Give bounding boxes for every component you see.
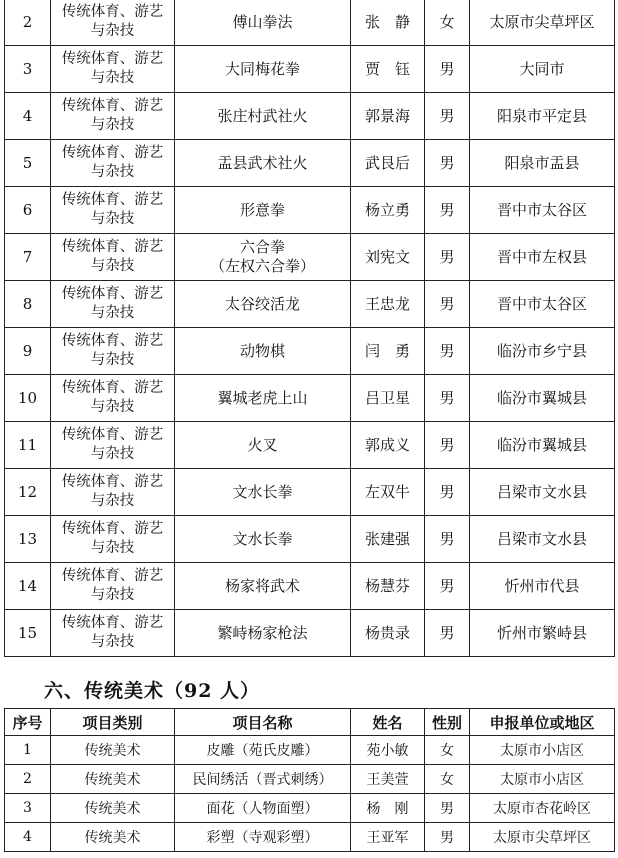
region: 忻州市代县 (470, 563, 615, 610)
project-name-cell (175, 281, 351, 328)
header-region: 申报单位或地区 (470, 709, 615, 736)
project-name-cell (175, 375, 351, 422)
project-name-cell (175, 0, 351, 46)
table-row (5, 610, 615, 657)
table-row (5, 93, 615, 140)
category-line-1: 传统体育、游艺 (61, 51, 164, 67)
category-cell (51, 375, 175, 422)
person-name: 王美萱 (351, 765, 425, 794)
gender: 男 (425, 281, 470, 328)
category-line-2: 与杂技 (90, 493, 135, 509)
person-name: 杨立勇 (351, 187, 425, 234)
table-row (5, 765, 615, 794)
person-name: 郭成义 (351, 422, 425, 469)
table-row (5, 736, 615, 765)
gender: 男 (425, 469, 470, 516)
project-name-cell: 面花（人物面塑） (175, 794, 351, 823)
category-line-2: 与杂技 (90, 352, 135, 368)
row-number: 5 (5, 140, 51, 187)
category-line-1: 传统体育、游艺 (61, 380, 164, 396)
row-number: 9 (5, 328, 51, 375)
project-name-line-1: 盂县武术社火 (217, 153, 308, 172)
region: 太原市小店区 (470, 765, 615, 794)
category-cell (51, 563, 175, 610)
table-row (5, 187, 615, 234)
project-name-cell (175, 422, 351, 469)
table-row (5, 563, 615, 610)
project-name-line-1: 繁峙杨家枪法 (217, 623, 308, 642)
project-name-line-1: 火叉 (247, 435, 278, 454)
table-row (5, 0, 615, 46)
project-name-line-1: 杨家将武术 (224, 576, 300, 595)
category-cell: 传统美术 (51, 794, 175, 823)
category-line-2: 与杂技 (90, 258, 135, 274)
category-line-1: 传统体育、游艺 (61, 286, 164, 302)
row-number: 2 (5, 765, 51, 794)
gender: 男 (425, 563, 470, 610)
gender: 男 (425, 46, 470, 93)
table-header (5, 709, 615, 736)
category-line-2: 与杂技 (90, 211, 135, 227)
gender: 男 (425, 140, 470, 187)
row-number: 10 (5, 375, 51, 422)
project-name-line-1: 太谷绞活龙 (224, 294, 300, 313)
category-line-2: 与杂技 (90, 587, 135, 603)
table-row (5, 234, 615, 281)
project-name-cell (175, 187, 351, 234)
region: 太原市尖草坪区 (470, 0, 615, 46)
project-name-line-1: 形意拳 (239, 200, 285, 219)
project-name-cell (175, 234, 351, 281)
project-name-line-1: 文水长拳 (232, 529, 293, 548)
category-line-1: 传统体育、游艺 (61, 192, 164, 208)
person-name: 闫 勇 (351, 328, 425, 375)
project-name-cell (175, 140, 351, 187)
row-number: 11 (5, 422, 51, 469)
region: 临汾市翼城县 (470, 375, 615, 422)
person-name: 张 静 (351, 0, 425, 46)
category-cell (51, 516, 175, 563)
region: 吕梁市文水县 (470, 516, 615, 563)
project-name-line-1: 大同梅花拳 (224, 59, 300, 78)
category-line-1: 传统体育、游艺 (61, 568, 164, 584)
gender: 男 (425, 375, 470, 422)
row-number: 3 (5, 794, 51, 823)
header-row (5, 709, 615, 736)
project-name-cell (175, 93, 351, 140)
person-name: 武艮后 (351, 140, 425, 187)
category-cell (51, 281, 175, 328)
category-line-1: 传统体育、游艺 (61, 98, 164, 114)
project-name-line-1: 翼城老虎上山 (217, 388, 308, 407)
inheritors-table-fine-arts (4, 708, 615, 852)
person-name: 王亚军 (351, 823, 425, 852)
table-row (5, 281, 615, 328)
row-number: 3 (5, 46, 51, 93)
region: 吕梁市文水县 (470, 469, 615, 516)
region: 太原市小店区 (470, 736, 615, 765)
person-name: 刘宪文 (351, 234, 425, 281)
region: 阳泉市盂县 (470, 140, 615, 187)
gender: 男 (425, 234, 470, 281)
category-line-1: 传统体育、游艺 (61, 4, 164, 20)
project-name-cell (175, 328, 351, 375)
region: 晋中市太谷区 (470, 187, 615, 234)
row-number: 4 (5, 823, 51, 852)
category-cell (51, 328, 175, 375)
header-project-name: 项目名称 (175, 709, 351, 736)
project-name-line-1: 动物棋 (239, 341, 285, 360)
project-name-line-2: （左权六合拳） (209, 257, 315, 275)
project-name-line-1: 张庄村武社火 (217, 106, 308, 125)
category-line-1: 传统体育、游艺 (61, 615, 164, 631)
region: 阳泉市平定县 (470, 93, 615, 140)
gender: 女 (425, 0, 470, 46)
header-num: 序号 (5, 709, 51, 736)
row-number: 7 (5, 234, 51, 281)
table-body (5, 0, 615, 657)
person-name: 杨慧芬 (351, 563, 425, 610)
table-row (5, 140, 615, 187)
project-name-cell: 民间绣活（晋式刺绣） (175, 765, 351, 794)
category-cell (51, 187, 175, 234)
person-name: 左双牛 (351, 469, 425, 516)
table-row (5, 422, 615, 469)
category-line-1: 传统体育、游艺 (61, 427, 164, 443)
header-gender: 性别 (425, 709, 470, 736)
category-line-2: 与杂技 (90, 117, 135, 133)
table-row (5, 516, 615, 563)
category-line-1: 传统体育、游艺 (61, 145, 164, 161)
region: 临汾市乡宁县 (470, 328, 615, 375)
gender: 男 (425, 187, 470, 234)
gender: 男 (425, 516, 470, 563)
gender: 男 (425, 610, 470, 657)
header-category: 项目类别 (51, 709, 175, 736)
category-cell (51, 610, 175, 657)
region: 大同市 (470, 46, 615, 93)
inheritors-table-sports (4, 0, 615, 657)
person-name: 郭景海 (351, 93, 425, 140)
person-name: 杨 刚 (351, 794, 425, 823)
person-name: 王忠龙 (351, 281, 425, 328)
person-name: 苑小敏 (351, 736, 425, 765)
region: 太原市杏花岭区 (470, 794, 615, 823)
category-cell: 传统美术 (51, 765, 175, 794)
table-row (5, 794, 615, 823)
region: 晋中市太谷区 (470, 281, 615, 328)
row-number: 8 (5, 281, 51, 328)
category-line-1: 传统体育、游艺 (61, 521, 164, 537)
table-body (5, 736, 615, 852)
gender: 男 (425, 422, 470, 469)
category-line-1: 传统体育、游艺 (61, 474, 164, 490)
project-name-cell (175, 46, 351, 93)
table-row (5, 823, 615, 852)
project-name-cell: 皮雕（苑氏皮雕） (175, 736, 351, 765)
row-number: 13 (5, 516, 51, 563)
category-cell (51, 140, 175, 187)
project-name-line-1: 傅山拳法 (232, 12, 293, 31)
category-cell (51, 93, 175, 140)
table-row (5, 469, 615, 516)
project-name-cell: 彩塑（寺观彩塑） (175, 823, 351, 852)
section-heading: 六、传统美术（92 人） (44, 680, 261, 702)
category-cell (51, 0, 175, 46)
region: 忻州市繁峙县 (470, 610, 615, 657)
category-line-2: 与杂技 (90, 634, 135, 650)
region: 太原市尖草坪区 (470, 823, 615, 852)
table-row (5, 328, 615, 375)
gender: 女 (425, 736, 470, 765)
category-line-2: 与杂技 (90, 399, 135, 415)
gender: 男 (425, 823, 470, 852)
row-number: 6 (5, 187, 51, 234)
project-name-line-1: 六合拳 (239, 238, 285, 256)
person-name: 杨贵录 (351, 610, 425, 657)
project-name-cell (175, 469, 351, 516)
row-number: 14 (5, 563, 51, 610)
category-line-2: 与杂技 (90, 164, 135, 180)
category-cell (51, 46, 175, 93)
category-line-2: 与杂技 (90, 540, 135, 556)
person-name: 吕卫星 (351, 375, 425, 422)
category-cell (51, 422, 175, 469)
project-name-cell (175, 563, 351, 610)
person-name: 张建强 (351, 516, 425, 563)
category-cell: 传统美术 (51, 823, 175, 852)
table-row (5, 46, 615, 93)
gender: 男 (425, 794, 470, 823)
region: 临汾市翼城县 (470, 422, 615, 469)
category-cell: 传统美术 (51, 736, 175, 765)
header-person-name: 姓名 (351, 709, 425, 736)
row-number: 4 (5, 93, 51, 140)
table-row (5, 375, 615, 422)
person-name: 贾 钰 (351, 46, 425, 93)
category-line-2: 与杂技 (90, 70, 135, 86)
category-line-1: 传统体育、游艺 (61, 333, 164, 349)
row-number: 1 (5, 736, 51, 765)
region: 晋中市左权县 (470, 234, 615, 281)
gender: 女 (425, 765, 470, 794)
project-name-line-1: 文水长拳 (232, 482, 293, 501)
project-name-cell (175, 610, 351, 657)
gender: 男 (425, 328, 470, 375)
category-cell (51, 234, 175, 281)
category-line-2: 与杂技 (90, 23, 135, 39)
row-number: 12 (5, 469, 51, 516)
row-number: 2 (5, 0, 51, 46)
gender: 男 (425, 93, 470, 140)
category-line-2: 与杂技 (90, 446, 135, 462)
category-line-2: 与杂技 (90, 305, 135, 321)
category-line-1: 传统体育、游艺 (61, 239, 164, 255)
project-name-cell (175, 516, 351, 563)
row-number: 15 (5, 610, 51, 657)
category-cell (51, 469, 175, 516)
